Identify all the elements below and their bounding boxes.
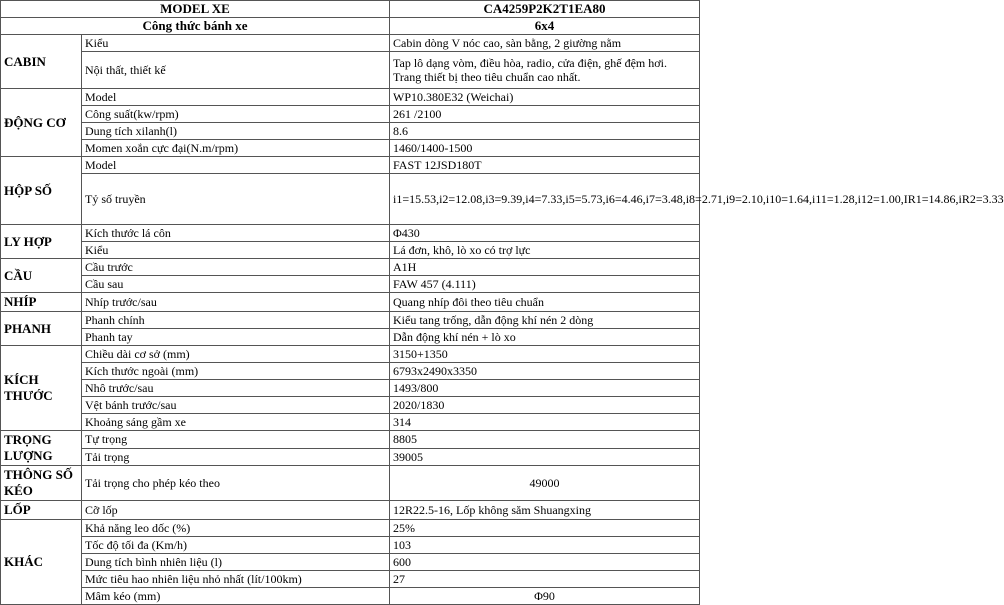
spec-value: 2020/1830	[390, 397, 700, 414]
spec-value: 3150+1350	[390, 346, 700, 363]
spec-row	[1, 293, 700, 312]
spec-label: Phanh tay	[82, 329, 390, 346]
spec-row	[1, 312, 700, 329]
spec-label: Vệt bánh trước/sau	[82, 397, 390, 414]
spec-value: 12R22.5-16, Lốp không săm Shuangxing	[390, 501, 700, 520]
spec-value: WP10.380E32 (Weichai)	[390, 89, 700, 106]
spec-row	[1, 448, 700, 466]
spec-label: Momen xoắn cực đại(N.m/rpm)	[82, 140, 390, 157]
spec-label: Tốc độ tối đa (Km/h)	[82, 537, 390, 554]
spec-row	[1, 174, 700, 225]
spec-value: 261 /2100	[390, 106, 700, 123]
group-label: LY HỢP	[1, 225, 82, 259]
spec-row	[1, 106, 700, 123]
wheel-formula-row	[1, 18, 700, 35]
spec-row	[1, 276, 700, 293]
spec-value: Lá đơn, khô, lò xo có trợ lực	[390, 242, 700, 259]
spec-value: Dẫn động khí nén + lò xo	[390, 329, 700, 346]
spec-label: Chiều dài cơ sở (mm)	[82, 346, 390, 363]
spec-value: Kiểu tang trống, dẫn động khí nén 2 dòng	[390, 312, 700, 329]
header-row	[1, 1, 700, 18]
spec-label: Tự trọng	[82, 431, 390, 449]
group-label: CABIN	[1, 35, 82, 89]
spec-row	[1, 140, 700, 157]
spec-label: Nhíp trước/sau	[82, 293, 390, 312]
group-label: KÍCH THƯỚC	[1, 346, 82, 431]
spec-label: Model	[82, 157, 390, 174]
spec-label: Tải trọng	[82, 448, 390, 466]
spec-row	[1, 397, 700, 414]
spec-value: 39005	[390, 448, 700, 466]
model-label: MODEL XE	[1, 1, 390, 18]
spec-label: Phanh chính	[82, 312, 390, 329]
spec-row	[1, 363, 700, 380]
spec-value: i1=15.53,i2=12.08,i3=9.39,i4=7.33,i5=5.73,i6=4.46,i7=3.48,i8=2.71,i9=2.10,i10=1.64,i11=1.28,i12=1.00,IR1=14.86,iR2=3.33	[390, 174, 700, 225]
spec-row	[1, 89, 700, 106]
spec-value: 1493/800	[390, 380, 700, 397]
spec-label: Cầu sau	[82, 276, 390, 293]
group-label: HỘP SỐ	[1, 157, 82, 225]
group-label: PHANH	[1, 312, 82, 346]
spec-value: 49000	[390, 466, 700, 501]
spec-label: Mức tiêu hao nhiên liệu nhỏ nhất (lít/100km)	[82, 571, 390, 588]
spec-value: Tap lô dạng vòm, điều hòa, radio, cửa điện, ghế đệm hơi. Trang thiết bị theo tiêu chuẩn cao nhất.	[390, 52, 700, 89]
spec-value: Φ90	[390, 588, 700, 605]
wheel-formula-label: Công thức bánh xe	[1, 18, 390, 35]
group-label: KHÁC	[1, 520, 82, 605]
spec-label: Khả năng leo dốc (%)	[82, 520, 390, 537]
spec-value: FAW 457 (4.111)	[390, 276, 700, 293]
group-label: NHÍP	[1, 293, 82, 312]
spec-row	[1, 466, 700, 501]
spec-row	[1, 35, 700, 52]
spec-label: Nhô trước/sau	[82, 380, 390, 397]
group-label: TRỌNG LƯỢNG	[1, 431, 82, 466]
spec-value: Quang nhíp đôi theo tiêu chuẩn	[390, 293, 700, 312]
spec-row	[1, 259, 700, 276]
spec-label: Model	[82, 89, 390, 106]
spec-value: 314	[390, 414, 700, 431]
spec-value: 8.6	[390, 123, 700, 140]
spec-row	[1, 346, 700, 363]
spec-label: Dung tích xilanh(l)	[82, 123, 390, 140]
spec-label: Kích thước ngoài (mm)	[82, 363, 390, 380]
spec-value: FAST 12JSD180T	[390, 157, 700, 174]
spec-row	[1, 571, 700, 588]
spec-value: A1H	[390, 259, 700, 276]
model-code: CA4259P2K2T1EA80	[390, 1, 700, 18]
spec-value: Φ430	[390, 225, 700, 242]
spec-label: Tỷ số truyền	[82, 174, 390, 225]
spec-row	[1, 52, 700, 89]
group-label: THÔNG SỐ KÉO	[1, 466, 82, 501]
spec-value: 103	[390, 537, 700, 554]
spec-value: Cabin dòng V nóc cao, sàn bằng, 2 giường nằm	[390, 35, 700, 52]
spec-row	[1, 554, 700, 571]
spec-row	[1, 431, 700, 449]
spec-label: Kích thước lá côn	[82, 225, 390, 242]
spec-row	[1, 225, 700, 242]
spec-label: Cỡ lốp	[82, 501, 390, 520]
spec-label: Kiểu	[82, 242, 390, 259]
spec-row	[1, 588, 700, 605]
spec-label: Mâm kéo (mm)	[82, 588, 390, 605]
spec-value: 6793x2490x3350	[390, 363, 700, 380]
spec-label: Tải trọng cho phép kéo theo	[82, 466, 390, 501]
spec-value: 27	[390, 571, 700, 588]
spec-label: Công suất(kw/rpm)	[82, 106, 390, 123]
spec-value: 600	[390, 554, 700, 571]
spec-value: 25%	[390, 520, 700, 537]
spec-row	[1, 414, 700, 431]
spec-label: Dung tích bình nhiên liệu (l)	[82, 554, 390, 571]
spec-value: 8805	[390, 431, 700, 449]
spec-label: Cầu trước	[82, 259, 390, 276]
wheel-formula-value: 6x4	[390, 18, 700, 35]
group-label: ĐỘNG CƠ	[1, 89, 82, 157]
spec-row	[1, 123, 700, 140]
spec-row	[1, 380, 700, 397]
spec-value: 1460/1400-1500	[390, 140, 700, 157]
spec-row	[1, 329, 700, 346]
group-label: CẦU	[1, 259, 82, 293]
spec-row	[1, 501, 700, 520]
group-label: LỐP	[1, 501, 82, 520]
spec-row	[1, 520, 700, 537]
spec-label: Kiểu	[82, 35, 390, 52]
spec-row	[1, 537, 700, 554]
spec-row	[1, 242, 700, 259]
spec-label: Khoảng sáng gầm xe	[82, 414, 390, 431]
spec-label: Nội thất, thiết kế	[82, 52, 390, 89]
spec-row	[1, 157, 700, 174]
